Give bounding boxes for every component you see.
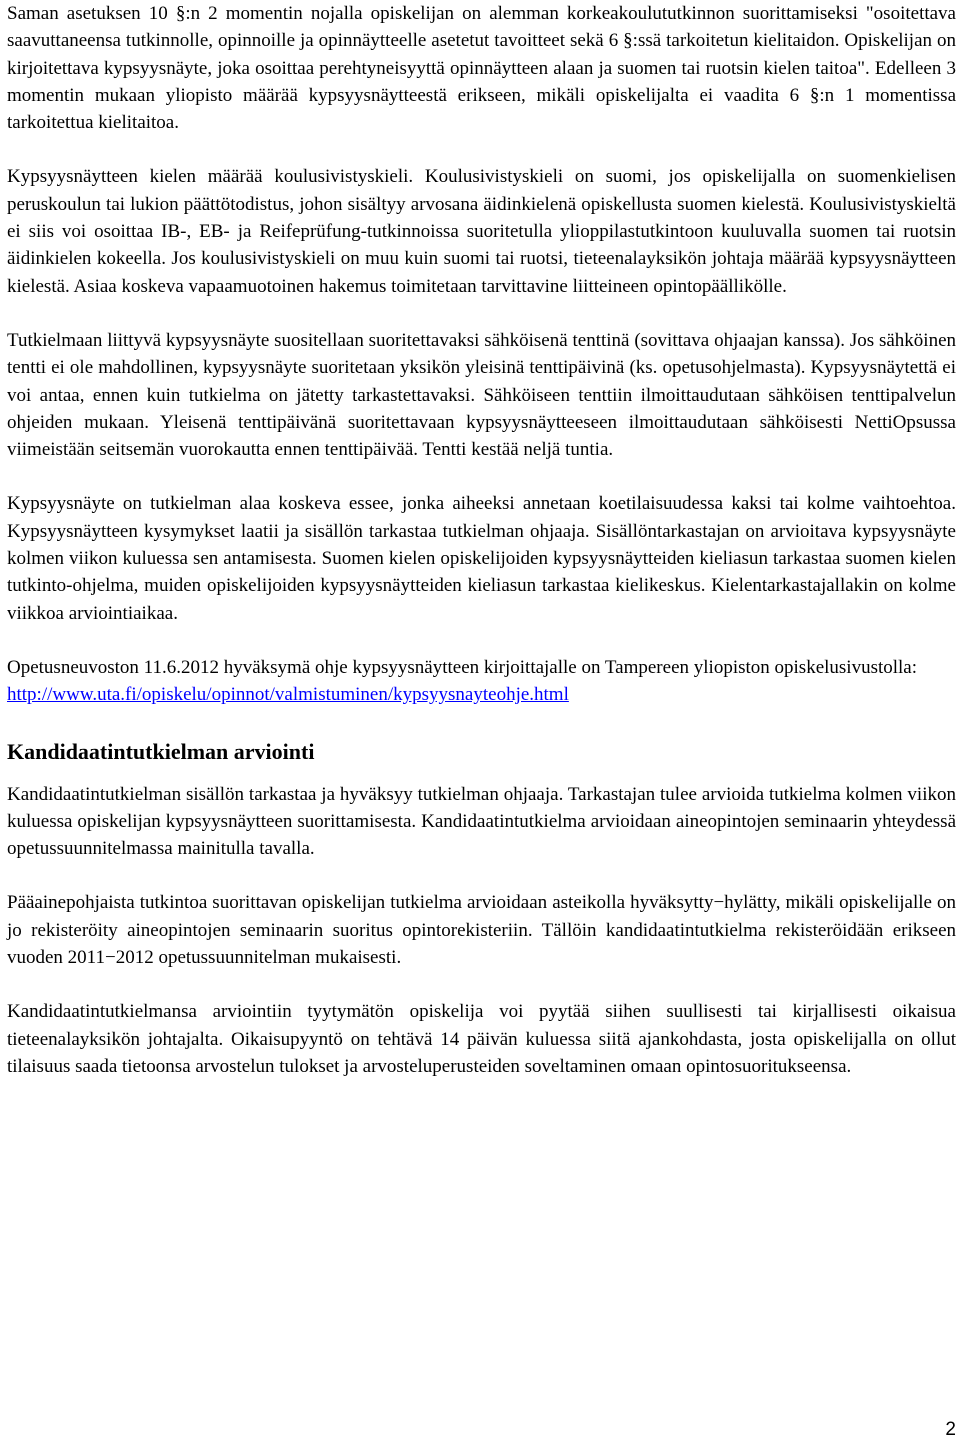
paragraph-pass-fail-scale: Pääainepohjaista tutkintoa suorittavan opiskelijan tutkielma arvioidaan asteikolla hyväksytty−hylätty, mikäli opiskelijalle on jo rekisteröity aineopintojen seminaarin suoritus opintorekisteriin. Tällöin kandidaatintutkielma rekisteröidään erikseen vuoden 2011−2012 opetussuunnitelman mukaisesti.: [7, 892, 956, 969]
paragraph-essay-assessment: Kypsyysnäyte on tutkielman alaa koskeva essee, jonka aiheeksi annetaan koetilaisuudessa kaksi tai kolme vaihtoehtoa. Kypsyysnäytteen kysymykset laatii ja sisällön tarkastaa tutkielman ohjaaja. Sisällöntarkastajan on arvioitava kypsyysnäyte kolmen viikon kuluessa sen antamisesta. Suomen kielen opiskelijoiden kypsyysnäytteiden kieliasun tarkastaa suomen kielen tutkinto-ohjelma, muiden opiskelijoiden kypsyysnäytteiden kieliasun tarkastaa kielikeskus. Kielentarkastajallakin on kolme viikkoa arviointiaikaa.: [7, 493, 956, 624]
instructions-link[interactable]: http://www.uta.fi/opiskelu/opinnot/valmistuminen/kypsyysnayteohje.html: [7, 684, 569, 706]
paragraph-thesis-review: Kandidaatintutkielman sisällön tarkastaa ja hyväksyy tutkielman ohjaaja. Tarkastajan tulee arvioida tutkielma kolmen viikon kuluessa opiskelijan kypsyysnäytteen suorittamisesta. Kandidaatintutkielma arvioidaan aineopintojen seminaarin yhteydessä opetussuunnitelmassa mainitulla tavalla.: [7, 783, 956, 860]
paragraph-degree-requirements: Saman asetuksen 10 §:n 2 momentin nojalla opiskelijan on alemman korkeakoulututkinnon suorittamiseksi "osoitettava saavuttaneensa tutkinnolle, opinnoille ja opinnäytteelle asetetut tavoitteet sekä 6 §:ssä tarkoitetun kielitaidon. Opiskelijan on kirjoitettava kypsyysnäyte, joka osoittaa perehtyneisyyttä opinnäytteen alaan ja suomen tai ruotsin kielen taitoa". Edelleen 3 momentin mukaan yliopisto määrää kypsyysnäytteestä erikseen, mikäli opiskelijalta ei vaadita 6 §:n 1 momentissa tarkoitettua kielitaitoa.: [7, 3, 956, 134]
paragraph-maturity-test-language: Kypsyysnäytteen kielen määrää koulusivistyskieli. Koulusivistyskieli on suomi, jos opiskelijalla on suomenkielisen peruskoulun tai lukion päättötodistus, johon sisältyy arvosana äidinkielenä opiskellusta suomen kielestä. Koulusivistyskieltä ei siis voi osoittaa IB-, EB- ja Reifeprüfung-tutkinnoissa suoritetulla ylioppilastutkintoon kuuluvalla suomen tai ruotsin äidinkielen kokeella. Jos koulusivistyskieli on muu kuin suomi tai ruotsi, tieteenalayksikön johtaja määrää kypsyysnäytteen kielestä. Asiaa koskeva vapaamuotoinen hakemus toimitetaan tarvittavine liitteineen opintopäällikölle.: [7, 166, 956, 297]
paragraph-instructions-reference: [7, 654, 956, 709]
section-heading: Kandidaatintutkielman arviointi: [7, 738, 315, 764]
document-page: [7, 0, 956, 1080]
page-number: 2: [945, 1419, 956, 1440]
instructions-text: Opetusneuvoston 11.6.2012 hyväksymä ohje kypsyysnäytteen kirjoittajalle on Tampereen yliopiston opiskelusivustolla:: [7, 656, 918, 678]
paragraph-appeal: Kandidaatintutkielmansa arviointiin tyytymätön opiskelija voi pyytää siihen suullisesti tai kirjallisesti oikaisua tieteenalayksikön johtajalta. Oikaisupyyntö on tehtävä 14 päivän kuluessa siitä ajankohdasta, josta opiskelijalla on ollut tilaisuus saada tietoonsa arvostelun tulokset ja arvosteluperusteiden soveltaminen omaan opintosuoritukseensa.: [7, 1001, 956, 1077]
paragraph-electronic-exam: Tutkielmaan liittyvä kypsyysnäyte suositellaan suoritettavaksi sähköisenä tenttinä (sovittava ohjaajan kanssa). Jos sähköinen tentti ei ole mahdollinen, kypsyysnäyte suoritetaan yksikön yleisinä tenttipäivinä (ks. opetusohjelmasta). Kypsyysnäytettä ei voi antaa, ennen kuin tutkielma on jätetty tarkastettavaksi. Sähköiseen tenttiin ilmoittaudutaan sähköisen tenttipalvelun ohjeiden mukaan. Yleisenä tenttipäivänä suoritettavaan kypsyysnäytteeseen ilmoittaudutaan sähköisesti NettiOpsussa viimeistään seitsemän vuorokautta ennen tenttipäivää. Tentti kestää neljä tuntia.: [7, 329, 956, 461]
